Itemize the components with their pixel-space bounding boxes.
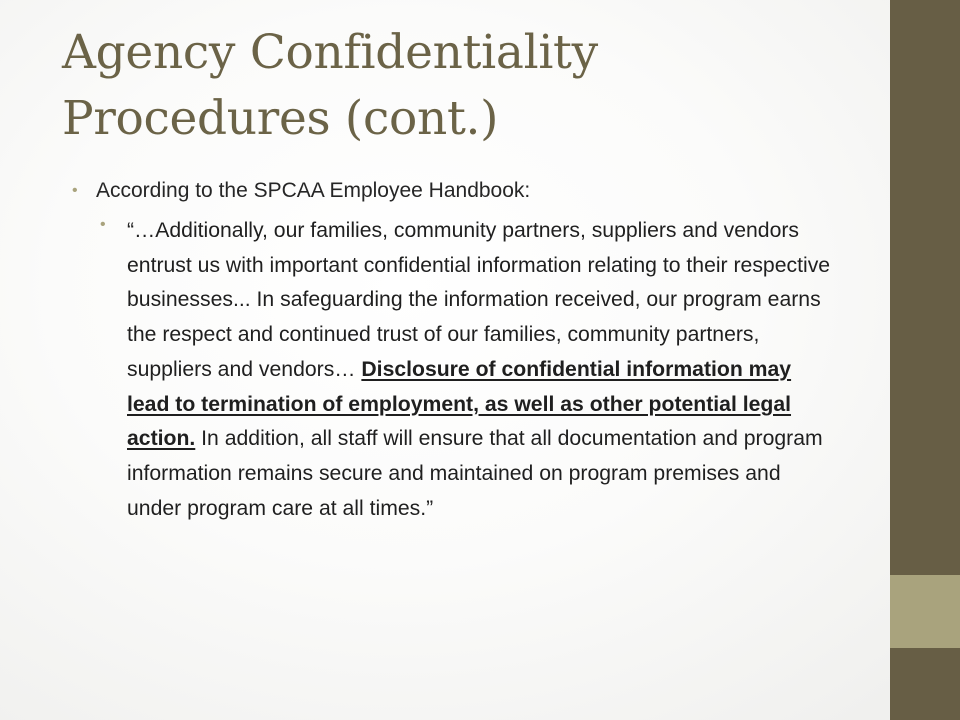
bullet-level-1-text: According to the SPCAA Employee Handbook: [96,179,531,202]
quote-emphasis: Disclosure of confidential information may lead to termination of employment, as well as other potential legal action. [127,357,792,451]
slide-title: Agency Confidentiality Procedures (cont.) [62,25,598,146]
quote-part-2: In addition, all staff will ensure that all documentation and program information remains secure and maintained on program premises and under program care at all times.” [127,427,823,520]
bullet-dot-icon: • [72,182,78,199]
quote-part-1: “…Additionally, our families, community partners, suppliers and vendors entrust us with important confidential information relating to their respective businesses... In safeguarding the information received, our program earns the respect and continued trust of our families, community partners, suppliers and vendors… [127,219,831,381]
side-band-bottom [890,648,960,720]
side-band-top [890,0,960,575]
side-band-accent [890,575,960,648]
bullet-dot-icon: • [100,216,106,233]
quote-text [127,214,832,526]
